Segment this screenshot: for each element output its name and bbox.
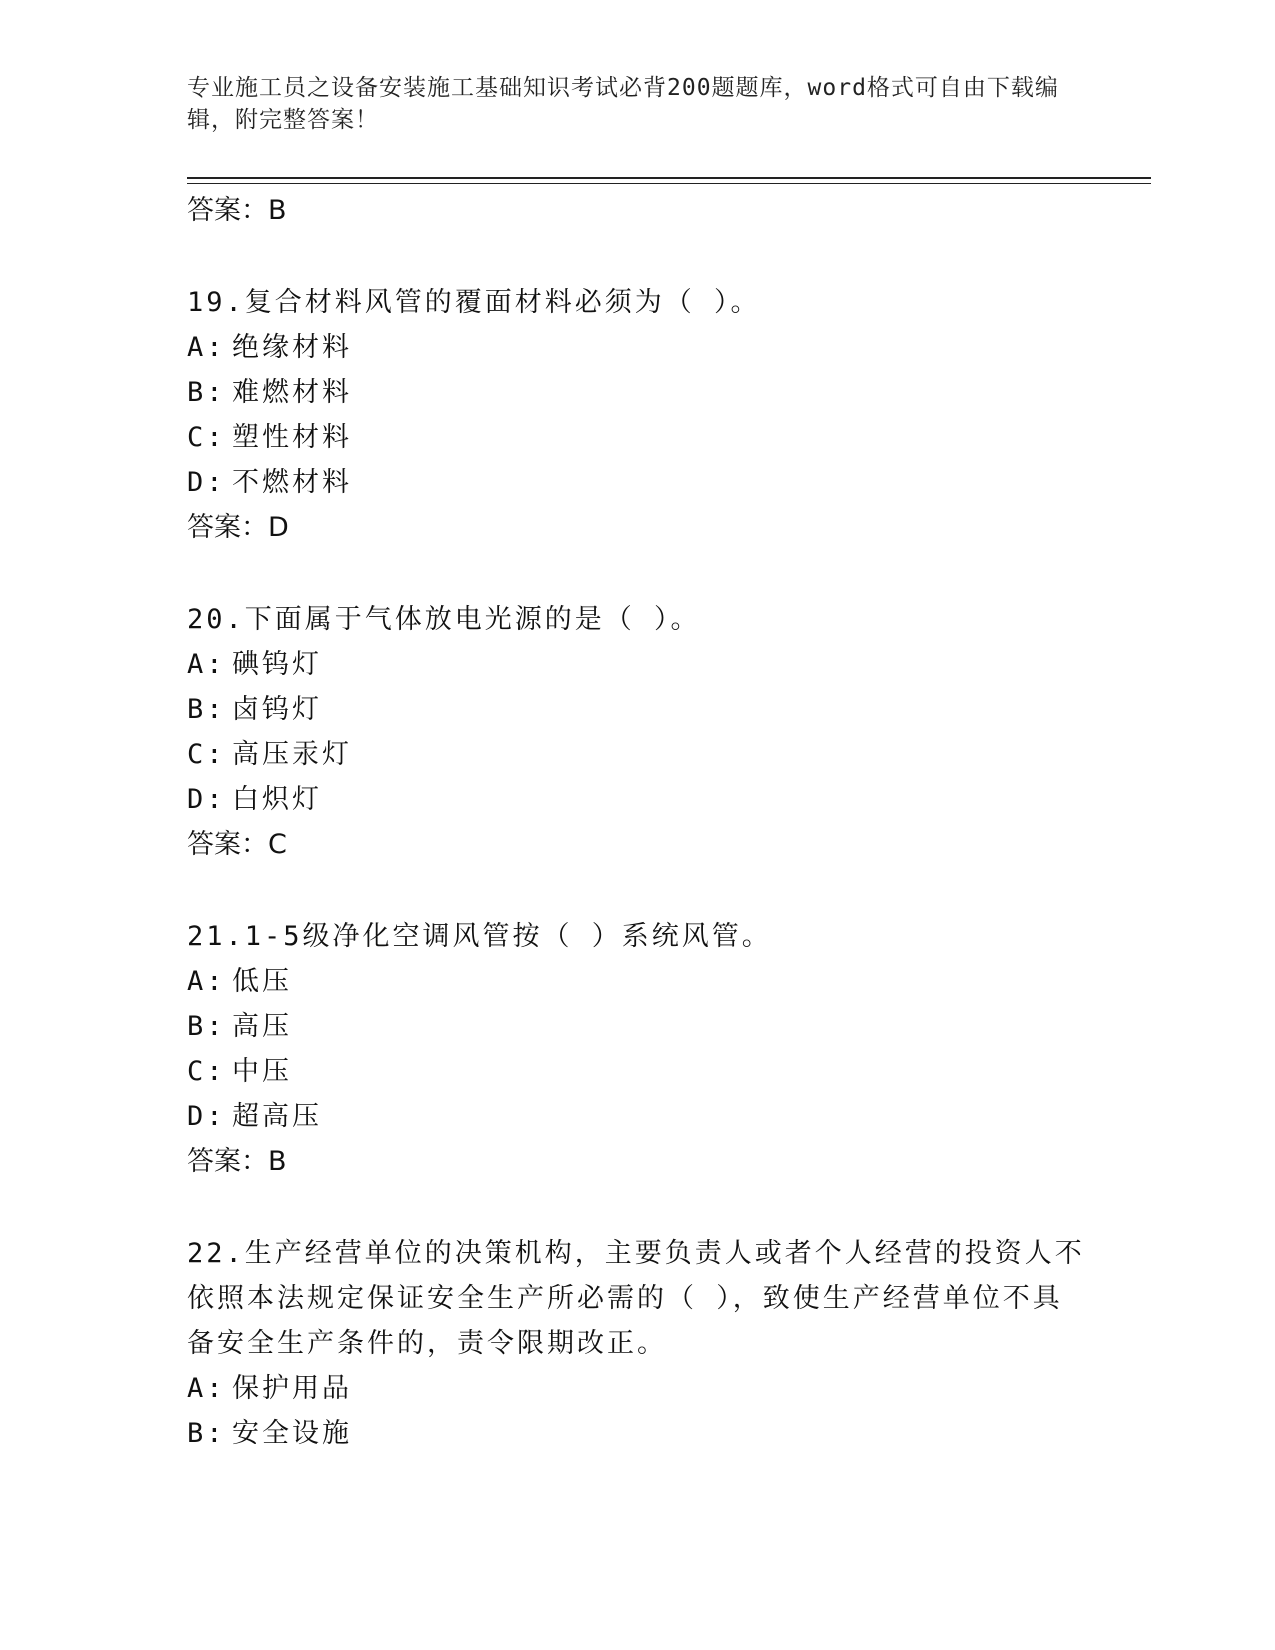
option-d [187,1094,1087,1139]
option-text: 白炽灯 [232,784,322,815]
option-text: 高压汞灯 [232,739,352,770]
option-label: A: [187,649,226,680]
option-d [187,460,1087,505]
question-stem [187,280,1087,325]
option-a [187,642,1087,687]
option-label: B: [187,377,226,408]
question-number: 21. [187,921,245,952]
answer-value: B [268,1146,287,1177]
option-label: A: [187,332,226,363]
option-text: 塑性材料 [232,422,352,453]
option-b [187,1411,1087,1456]
header-rule-thick [187,177,1151,179]
answer-label: 答案： [187,1146,268,1177]
option-d [187,777,1087,822]
option-b [187,1004,1087,1049]
option-label: D: [187,467,226,498]
option-text: 高压 [232,1011,292,1042]
option-text: 绝缘材料 [232,332,352,363]
option-a [187,959,1087,1004]
answer-label: 答案： [187,512,268,543]
answer-value: C [268,829,287,860]
option-label: A: [187,966,226,997]
option-a [187,1366,1087,1411]
option-c [187,1049,1087,1094]
option-label: C: [187,739,226,770]
option-text: 难燃材料 [232,377,352,408]
question-text: 复合材料风管的覆面材料必须为（ ）。 [244,287,761,318]
option-label: D: [187,784,226,815]
option-text: 保护用品 [232,1373,352,1404]
answer-value: B [268,195,287,226]
option-text: 安全设施 [232,1418,352,1449]
option-label: A: [187,1373,226,1404]
option-label: B: [187,694,226,725]
option-text: 卤钨灯 [232,694,322,725]
question-number: 22. [187,1238,245,1269]
document-header: 专业施工员之设备安装施工基础知识考试必背200题题库，word格式可自由下载编辑，附完整答案！ [187,75,1059,133]
question-stem [187,1231,1087,1366]
option-label: C: [187,1056,226,1087]
option-text: 不燃材料 [232,467,352,498]
question-text: 生产经营单位的决策机构，主要负责人或者个人经营的投资人不依照本法规定保证安全生产所必需的（ ），致使生产经营单位不具备安全生产条件的，责令限期改正。 [187,1238,1085,1359]
option-label: D: [187,1101,226,1132]
answer-label: 答案： [187,829,268,860]
question-number: 19. [187,287,245,318]
option-text: 碘钨灯 [232,649,322,680]
answer-line [187,188,1087,233]
question-list [187,188,1087,1456]
answer-value: D [268,512,289,543]
option-text: 中压 [232,1056,292,1087]
option-b [187,370,1087,415]
question-stem [187,914,1087,959]
option-label: C: [187,422,226,453]
question-number: 20. [187,604,245,635]
option-a [187,325,1087,370]
question-text: 下面属于气体放电光源的是（ ）。 [244,604,701,635]
option-label: B: [187,1011,226,1042]
option-text: 超高压 [232,1101,322,1132]
header-rule-thin [187,183,1151,184]
option-c [187,732,1087,777]
answer-line [187,822,1087,867]
option-label: B: [187,1418,226,1449]
option-text: 低压 [232,966,292,997]
option-b [187,687,1087,732]
question-stem [187,597,1087,642]
answer-line [187,505,1087,550]
option-c [187,415,1087,460]
answer-line [187,1139,1087,1184]
answer-label: 答案： [187,195,268,226]
question-text: 1-5级净化空调风管按（ ）系统风管。 [244,921,772,952]
